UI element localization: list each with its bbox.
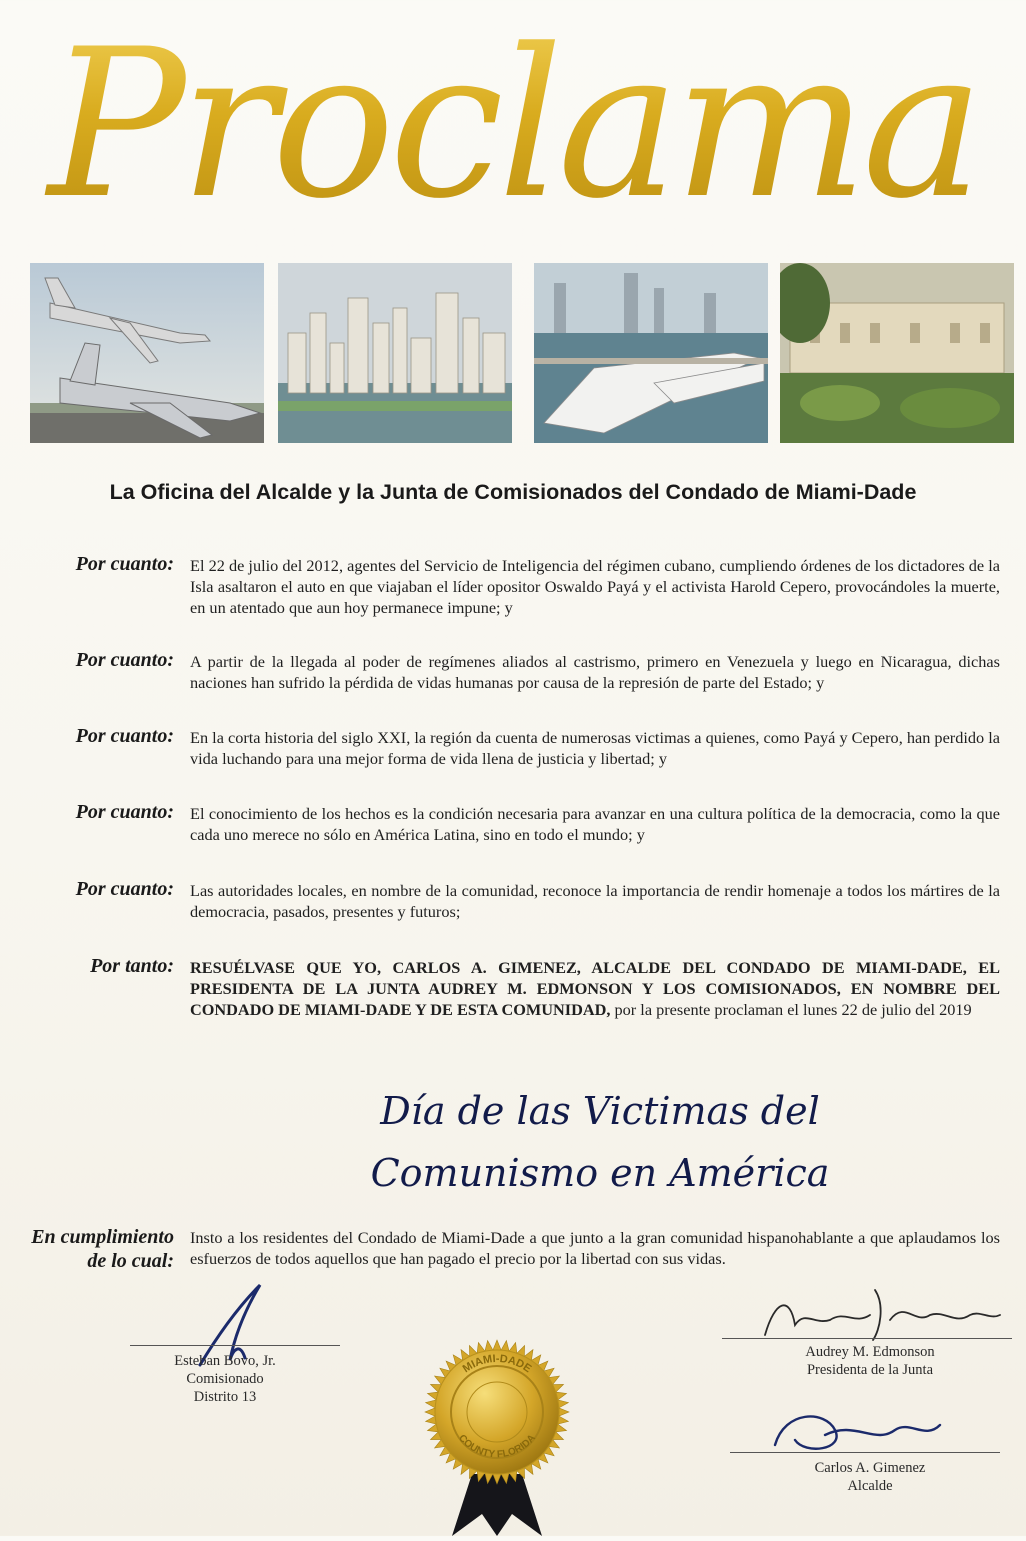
signatory-district: Distrito 13: [193, 1389, 257, 1405]
clause-text: El 22 de julio del 2012, agentes del Servicio de Inteligencia del régimen cubano, cumpliendo órdenes de los dictadores de la Isla asaltaron el auto en que viajaban el líder opositor Oswaldo Payá y el activista Harold Cepero, provocándoles la muerte, en un atentado que aun hoy permanece impune; y: [190, 556, 1000, 617]
resolution-plain-text: por la presente proclaman el lunes 22 de julio del 2019: [610, 1000, 972, 1019]
seal-text-bottom: COUNTY FLORIDA: [456, 1432, 538, 1461]
clause-text: En la corta historia del siglo XXI, la región da cuenta de numerosas victimas a quienes, como Payá y Cepero, han perdido la vida luchando para una mejor forma de vida llena de justicia y libertad; y: [190, 728, 1000, 768]
clause-text: A partir de la llegada al poder de regímenes aliados al castrismo, primero en Venezuela y luego en Nicaragua, dichas naciones han sufrido la pérdida de vidas humanas por causa de la represión de parte del Estado; y: [190, 652, 1000, 692]
signatory-name: Esteban Bovo, Jr.: [174, 1353, 276, 1369]
day-title-line-1: Día de las Victimas del: [380, 1089, 820, 1133]
clause-text: Las autoridades locales, en nombre de la comunidad, reconoce la importancia de rendir homenaje a todos los mártires de la democracia, pasados, presentes y futuros;: [190, 881, 1000, 921]
signatory-name: Audrey M. Edmonson: [805, 1344, 935, 1360]
clause-label: Por cuanto:: [75, 649, 174, 671]
clause-label: Por cuanto:: [75, 801, 174, 823]
clause-label: Por cuanto:: [75, 553, 174, 575]
seal-graphic: [412, 1324, 582, 1536]
proclamation-title: Proclama: [0, 0, 1026, 250]
photo-strip: [30, 263, 996, 443]
signature-line: [730, 1452, 1000, 1453]
signatory-edmonson: [760, 1343, 980, 1379]
compliance-label: [31, 1225, 174, 1273]
cruise-port-photo: [534, 263, 768, 443]
signatory-gimenez: [760, 1459, 980, 1495]
clause-label: Por cuanto:: [75, 878, 174, 900]
resolution-label: Por tanto:: [90, 955, 174, 977]
signature-line: [130, 1345, 340, 1346]
compliance-label-line-1: En cumplimiento: [31, 1226, 174, 1248]
resolution-text: [190, 957, 1000, 1020]
signatory-title: Presidenta de la Junta: [806, 1362, 934, 1378]
resolution-bold-text: RESUÉLVASE QUE YO, CARLOS A. GIMENEZ, ALCALDE DEL CONDADO DE MIAMI-DADE, EL PRESIDENTA DE LA JUNTA AUDREY M. EDMONSON Y LOS COMISIONADOS, EN NOMBRE DEL CONDADO DE MIAMI-DADE Y DE ESTA COMUNIDAD,: [190, 958, 1000, 1019]
signature-line: [722, 1338, 1012, 1339]
compliance-text: Insto a los residentes del Condado de Miami-Dade a que junto a la gran comunidad hispanohablante a que aplaudamos los esfuerzos de todos aquellos que han pagado el precio por la libertad con sus vidas.: [190, 1228, 1000, 1268]
signatory-title: Alcalde: [847, 1478, 893, 1494]
clause-text: El conocimiento de los hechos es la condición necesaria para avanzar en una cultura política de la democracia, como la que cada uno merece no sólo en América Latina, sino en todo el mundo; y: [190, 804, 1000, 844]
county-seal: [412, 1324, 582, 1536]
signatory-bovo: [110, 1352, 340, 1406]
signatory-title: Comisionado: [186, 1371, 264, 1387]
signature-gimenez: [765, 1405, 945, 1465]
miami-skyline-photo: [278, 263, 512, 443]
clause-label: Por cuanto:: [75, 725, 174, 747]
airplanes-photo: [30, 263, 264, 443]
day-title: [320, 1080, 880, 1204]
signatory-name: Carlos A. Gimenez: [814, 1460, 926, 1476]
compliance-label-line-2: de lo cual:: [87, 1250, 174, 1272]
day-title-line-2: Comunismo en América: [370, 1151, 830, 1195]
villa-garden-photo: [780, 263, 1014, 443]
signature-edmonson: [755, 1280, 1005, 1350]
seal-text-top: MIAMI-DADE: [460, 1352, 534, 1376]
office-heading: La Oficina del Alcalde y la Junta de Comisionados del Condado de Miami-Dade: [109, 480, 917, 504]
